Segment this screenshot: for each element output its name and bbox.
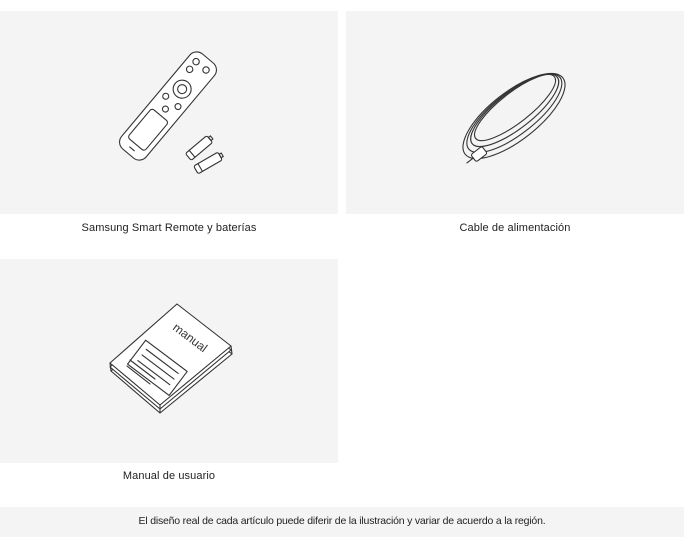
caption-remote: Samsung Smart Remote y baterías [81,222,257,234]
manual-cover-text: manual [170,320,211,356]
remote-with-batteries-icon [0,11,338,214]
item-card-remote [0,11,338,214]
power-cable-icon [346,11,684,214]
disclaimer-bar [0,507,684,537]
manual-booklet-icon [0,259,338,463]
disclaimer-text: El diseño real de cada artículo puede diferir de la ilustración y variar de acuerdo a la región. [138,515,546,527]
item-card-manual [0,259,338,463]
caption-manual: Manual de usuario [122,470,216,482]
caption-cable: Cable de alimentación [459,222,571,234]
item-card-cable [346,11,684,214]
